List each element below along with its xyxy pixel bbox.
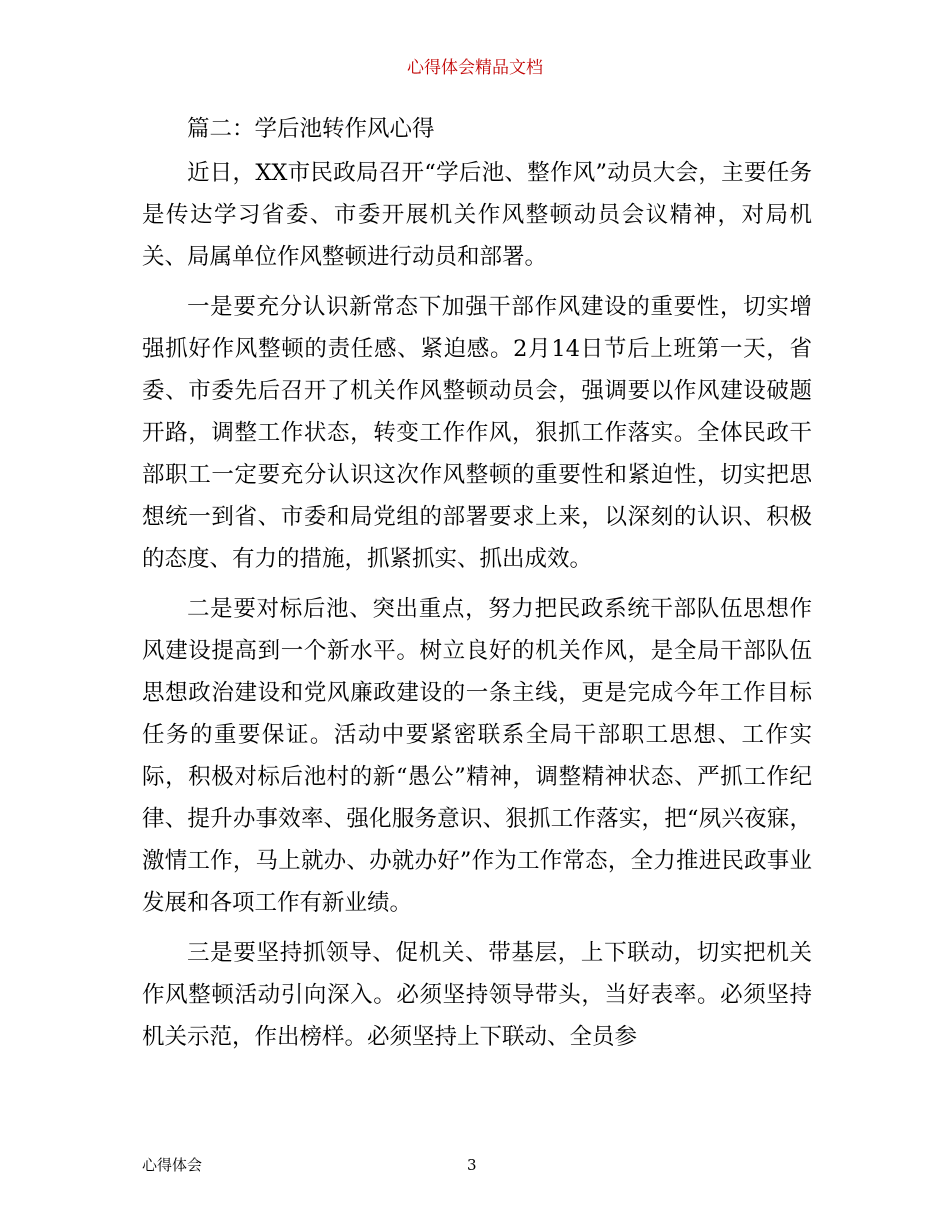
paragraph-intro: 近日，XX市民政局召开“学后池、整作风”动员大会，主要任务是传达学习省委、市委开展机关作风整顿动员会议精神，对局机关、局属单位作风整顿进行动员和部署。: [142, 160, 812, 270]
paragraph-point-two: 二是要对标后池、突出重点，努力把民政系统干部队伍思想作风建设提高到一个新水平。树立良好的机关作风，是全局干部队伍思想政治建设和党风廉政建设的一条主线，更是完成今年工作目标任务的重要保证。活动中要紧密联系全局干部职工思想、工作实际，积极对标后池村的新“愚公”精神，调整精神状态、严抓工作纪律、提升办事效率、强化服务意识、狠抓工作落实，把“夙兴夜寐，激情工作，马上就办、办就办好”作为工作常态，全力推进民政事业发展和各项工作有新业绩。: [142, 596, 812, 916]
paragraph-point-three: 三是要坚持抓领导、促机关、带基层，上下联动，切实把机关作风整顿活动引向深入。必须坚持领导带头，当好表率。必须坚持机关示范，作出榜样。必须坚持上下联动、全员参: [142, 940, 812, 1050]
page-number: 3: [467, 1156, 477, 1174]
document-body: [142, 108, 812, 1058]
footer-label: 心得体会: [142, 1156, 203, 1174]
paragraph-point-one: 一是要充分认识新常态下加强干部作风建设的重要性，切实增强抓好作风整顿的责任感、紧迫感。2月14日节后上班第一天，省委、市委先后召开了机关作风整顿动员会，强调要以作风建设破题开路，调整工作状态，转变工作作风，狠抓工作落实。全体民政干部职工一定要充分认识这次作风整顿的重要性和紧迫性，切实把思想统一到省、市委和局党组的部署要求上来，以深刻的认识、积极的态度、有力的措施，抓紧抓实、抓出成效。: [142, 294, 812, 572]
section-title: 篇二：学后池转作风心得: [187, 116, 435, 142]
page-header-title: 心得体会精品文档: [407, 58, 543, 78]
